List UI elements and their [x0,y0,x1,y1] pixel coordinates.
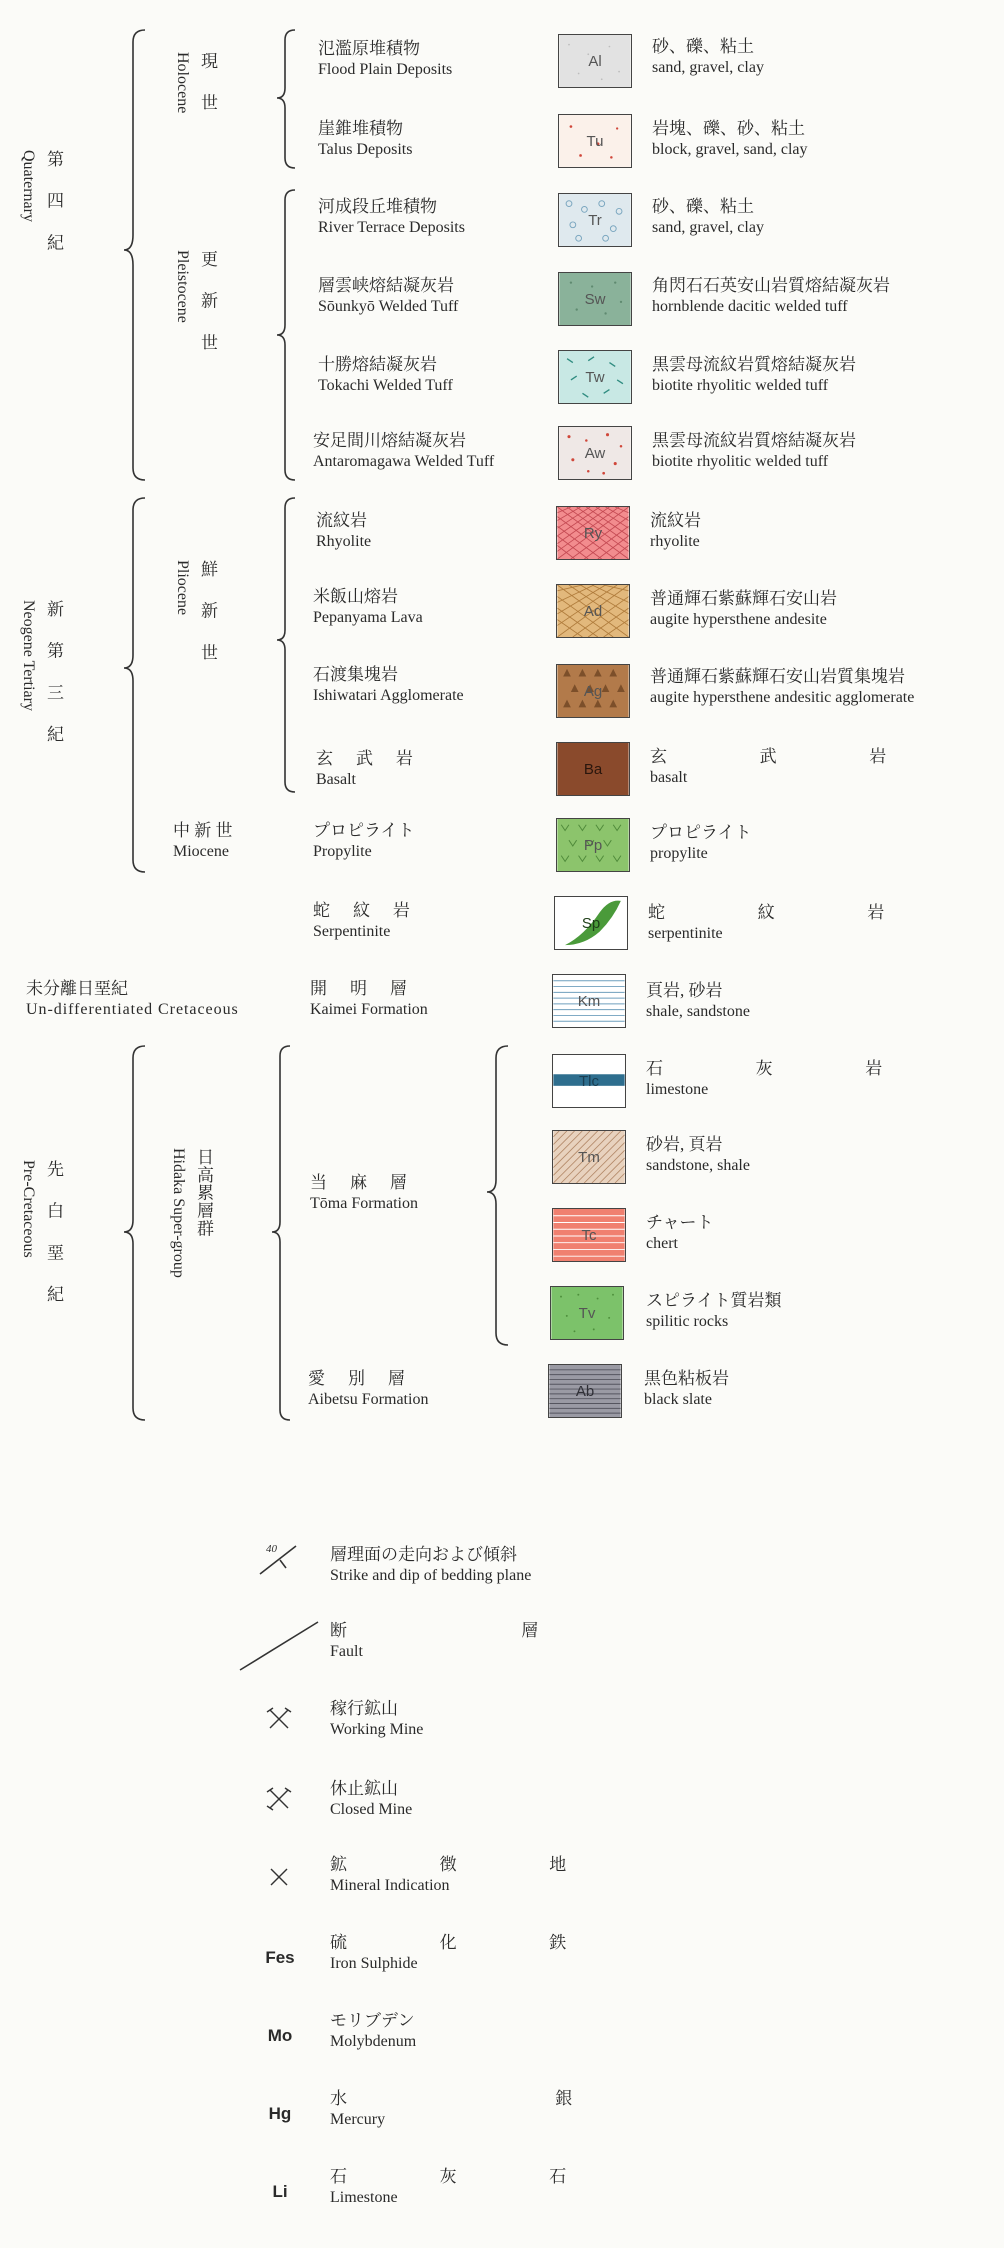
symbol-limestone: 石 灰 石 Limestone [330,2167,611,2206]
unit-name-toma: 当 麻 層 Tōma Formation [310,1173,418,1212]
cretaceous-label [26,978,239,1020]
symbol-iron-sulphide: 硫 化 鉄 Iron Sulphide [330,1933,611,1972]
swatch-code: Sp [581,914,601,932]
unit-name-ag: 石渡集塊岩 Ishiwatari Agglomerate [313,665,464,704]
unit-name-km: 開 明 層 Kaimei Formation [310,979,428,1018]
unit-name-sp: 蛇 紋 岩 Serpentinite [313,901,420,940]
desc-tu: 岩塊、礫、砂、粘土 block, gravel, sand, clay [652,119,808,158]
period-en: Pre-Cretaceous [20,1160,37,1258]
holocene-brace [277,30,295,168]
unit-name-ry: 流紋岩 Rhyolite [316,511,372,550]
unit-name-sw: 層雲峡熔結凝灰岩 Sōunkyō Welded Tuff [318,276,459,315]
swatch-code: Tr [588,211,602,229]
epoch-jp: 更 新 世 [198,250,217,361]
epoch-jp: 中 新 世 [173,821,233,840]
desc-ad: 普通輝石紫蘇輝石安山岩 augite hypersthene andesite [650,589,837,628]
swatch-tw [558,350,632,404]
desc-tc: チャート chert [646,1213,714,1252]
unit-name-ad: 米飯山熔岩 Pepanyama Lava [313,587,423,626]
toma-brace [487,1046,508,1345]
swatch-pp [556,818,630,872]
swatch-code: Aw [584,444,606,462]
swatch-tu [558,114,632,168]
period-jp: 未分離日堊紀 [26,979,128,998]
desc-km: 頁岩, 砂岩 shale, sandstone [646,981,750,1020]
swatch-code: Tc [581,1226,597,1244]
unit-name-tr: 河成段丘堆積物 River Terrace Deposits [318,197,465,236]
miocene-label [173,820,233,862]
swatch-tm [552,1130,626,1184]
limestone-icon: Li [272,2182,288,2201]
closed-mine-icon [264,1784,294,1814]
swatch-code: Tv [578,1304,596,1322]
hidaka-label [168,1148,214,1278]
desc-al: 砂、礫、粘土 sand, gravel, clay [652,37,764,76]
swatch-tr [558,193,632,247]
swatch-code: Ag [583,682,603,700]
symbol-molybdenum: モリブデン Molybdenum [330,2011,417,2050]
epoch-en: Pliocene [174,560,191,616]
desc-ba: 玄 武 岩 basalt [650,747,931,786]
epoch-en: Holocene [174,52,191,114]
epoch-en: Pleistocene [174,250,191,323]
swatch-code: Ab [575,1382,595,1400]
neogene-brace [124,498,145,872]
swatch-code: Al [588,52,602,70]
mineral-indication-icon [266,1864,292,1890]
quaternary-brace [124,30,145,480]
pre-cretaceous-brace [124,1046,145,1420]
epoch-jp: 現 世 [198,52,217,121]
swatch-aw [558,426,632,480]
fault-icon [236,1618,322,1674]
unit-name-al: 氾濫原堆積物 Flood Plain Deposits [318,39,453,78]
strike-dip-angle: 40 [266,1543,277,1555]
swatch-code: Tu [586,132,604,150]
unit-name-ba: 玄 武 岩 Basalt [316,749,423,788]
desc-ag: 普通輝石紫蘇輝石安山岩質集塊岩 augite hypersthene andesitic agglomerate [650,667,915,706]
desc-ab: 黒色粘板岩 black slate [644,1369,729,1408]
swatch-ab [548,1364,622,1418]
pliocene-label [172,560,218,671]
epoch-en: Miocene [173,843,229,860]
desc-sw: 角閃石石英安山岩質熔結凝灰岩 hornblende dacitic welded tuff [652,276,890,315]
symbol-mercury: 水 銀 Mercury [330,2089,675,2128]
swatch-code: Km [577,992,601,1010]
desc-tv: スピライト質岩類 spilitic rocks [646,1291,782,1330]
desc-ry: 流紋岩 rhyolite [650,511,701,550]
period-jp: 先 白 堊 紀 [44,1160,63,1313]
swatch-code: Tlc [579,1072,599,1090]
holocene-label [172,52,218,121]
pleistocene-label [172,250,218,361]
swatch-sw [558,272,632,326]
swatch-tv [550,1286,624,1340]
period-en: Un-differentiated Cretaceous [26,1001,239,1018]
pleistocene-brace [277,190,295,480]
symbol-working-mine: 稼行鉱山 Working Mine [330,1699,424,1738]
swatch-code: Pp [583,836,603,854]
symbol-strike-dip: 層理面の走向および傾斜 Strike and dip of bedding plane [330,1545,532,1584]
swatch-tc [552,1208,626,1262]
swatch-ba [556,742,630,796]
swatch-al [558,34,632,88]
pliocene-brace [277,498,295,792]
symbol-mineral-indication: 鉱 徴 地 Mineral Indication [330,1855,611,1894]
pre-cretaceous-label [18,1160,64,1312]
iron-sulphide-icon: Fes [265,1948,295,1967]
swatch-code: Ad [583,602,603,620]
swatch-code: Ba [583,760,603,778]
swatch-code: Ry [583,524,603,542]
swatch-code: Tm [578,1148,600,1166]
swatch-ag [556,664,630,718]
swatch-code: Sw [584,290,606,308]
swatch-sp [554,896,628,950]
unit-name-ab: 愛 別 層 Aibetsu Formation [308,1369,429,1408]
unit-name-tu: 崖錐堆積物 Talus Deposits [318,119,413,158]
swatch-code: Tw [585,368,605,386]
swatch-ry [556,506,630,560]
quaternary-label [18,150,64,261]
unit-name-pp: プロピライト Propylite [313,821,415,860]
symbol-fault: 断 層 Fault [330,1621,624,1660]
swatch-tlc [552,1054,626,1108]
swatch-ad [556,584,630,638]
period-en: Quaternary [20,150,37,222]
epoch-en: Hidaka Super-group [170,1148,187,1278]
desc-aw: 黒雲母流紋岩質熔結凝灰岩 biotite rhyolitic welded tuff [652,431,856,470]
symbol-closed-mine: 休止鉱山 Closed Mine [330,1779,413,1818]
molybdenum-icon: Mo [267,2026,293,2045]
neogene-label [18,600,64,752]
desc-pp: プロピライト propylite [650,823,752,862]
desc-tr: 砂、礫、粘土 sand, gravel, clay [652,197,764,236]
epoch-jp: 日高累層群 [194,1148,213,1238]
period-en: Neogene Tertiary [20,600,37,711]
epoch-jp: 鮮 新 世 [198,560,217,671]
strike-dip-icon [252,1540,312,1580]
mercury-icon: Hg [268,2104,292,2123]
desc-sp: 蛇 紋 岩 serpentinite [648,903,929,942]
desc-tw: 黒雲母流紋岩質熔結凝灰岩 biotite rhyolitic welded tuff [652,355,856,394]
working-mine-icon [264,1704,294,1734]
period-jp: 第 四 紀 [44,150,63,261]
unit-name-tw: 十勝熔結凝灰岩 Tokachi Welded Tuff [318,355,453,394]
desc-tlc: 石 灰 岩 limestone [646,1059,927,1098]
unit-name-aw: 安足間川熔結凝灰岩 Antaromagawa Welded Tuff [313,431,495,470]
period-jp: 新 第 三 紀 [44,600,63,753]
desc-tm: 砂岩, 頁岩 sandstone, shale [646,1135,750,1174]
hidaka-brace [272,1046,290,1420]
swatch-km [552,974,626,1028]
